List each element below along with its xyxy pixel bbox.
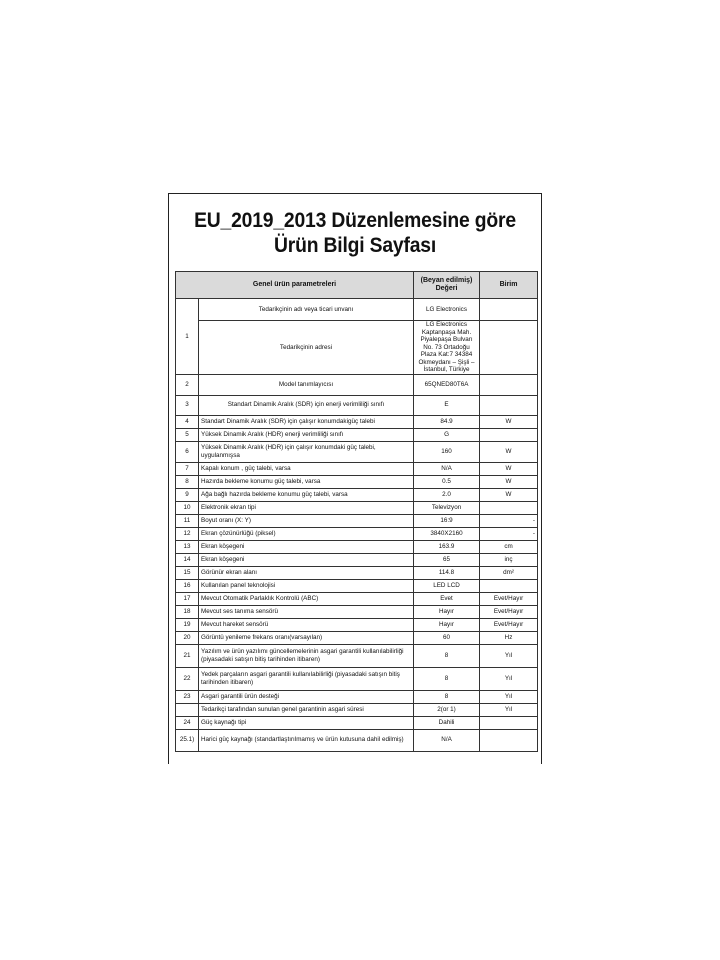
row-value: 114.8 [414,566,480,579]
table-row [176,395,538,415]
row-parameter: Ekran köşegeni [199,553,414,566]
row-value: N/A [414,729,480,751]
row-value: 2(or 1) [414,703,480,716]
table-row [176,475,538,488]
row-unit: W [480,415,538,428]
row-unit: W [480,462,538,475]
row-unit [480,395,538,415]
row-unit: Yıl [480,703,538,716]
row-number: 19 [176,618,199,631]
row-number: 21 [176,644,199,667]
table-row [176,566,538,579]
table-row [176,527,538,540]
row-value: Dahili [414,716,480,729]
row-value: Hayır [414,605,480,618]
row-number: 4 [176,415,199,428]
row-unit [480,299,538,321]
table-row [176,716,538,729]
table-row [176,618,538,631]
table-row [176,428,538,441]
row-unit: W [480,488,538,501]
row-value: LG Electronics [414,299,480,321]
product-parameters-table [175,271,538,752]
row-value: Evet [414,592,480,605]
row-unit [480,729,538,751]
row-parameter: Tedarikçinin adresi [199,321,414,375]
row-value: E [414,395,480,415]
row-number: 18 [176,605,199,618]
row-parameter: Hazırda bekleme konumu güç talebi, varsa [199,475,414,488]
row-parameter: Yüksek Dinamik Aralık (HDR) için çalışır konumdaki güç talebi, uygulanmışsa [199,441,414,462]
row-parameter: Görünür ekran alanı [199,566,414,579]
row-number: 3 [176,395,199,415]
row-number: 5 [176,428,199,441]
row-number: 1 [176,299,199,375]
row-parameter: Standart Dinamik Aralık (SDR) için çalışır konumdakigüç talebi [199,415,414,428]
table-row [176,667,538,690]
table-row [176,553,538,566]
row-number: 24 [176,716,199,729]
table-row [176,644,538,667]
row-value: Hayır [414,618,480,631]
row-unit: dm² [480,566,538,579]
row-parameter: Boyut oranı (X: Y) [199,514,414,527]
row-unit: Evet/Hayır [480,592,538,605]
row-number: 12 [176,527,199,540]
table-row [176,631,538,644]
table-row [176,605,538,618]
header-unit: Birim [480,272,538,299]
row-unit: cm [480,540,538,553]
table-row [176,462,538,475]
row-parameter: Kullanılan panel teknolojisi [199,579,414,592]
row-parameter: Mevcut Otomatik Parlaklık Kontrolü (ABC) [199,592,414,605]
table-row [176,703,538,716]
row-parameter: Yedek parçaların asgari garantili kullanılabilirliği (piyasadaki satışın bitiş tarihinden itibaren) [199,667,414,690]
row-unit: Yıl [480,667,538,690]
row-value: N/A [414,462,480,475]
row-unit: Hz [480,631,538,644]
row-value: Televizyon [414,501,480,514]
product-info-sheet [168,193,542,764]
row-parameter: Standart Dinamik Aralık (SDR) için enerji verimliliği sınıfı [199,395,414,415]
row-number [176,703,199,716]
row-value: LED LCD [414,579,480,592]
row-number: 8 [176,475,199,488]
row-number: 25.1) [176,729,199,751]
row-parameter: Güç kaynağı tipi [199,716,414,729]
row-unit [480,321,538,375]
row-number: 7 [176,462,199,475]
row-number: 23 [176,690,199,703]
row-number: 11 [176,514,199,527]
row-value: LG Electronics Kaptanpaşa Mah. Piyalepaşa Bulvarı No. 73 Ortadoğu Plaza Kat:7 34384 Okmeydanı – Şişli – İstanbul, Türkiye [414,321,480,375]
row-number: 2 [176,374,199,395]
row-number: 17 [176,592,199,605]
table-row [176,729,538,751]
table-row [176,690,538,703]
row-parameter: Görüntü yenileme frekans oranı(varsayılan) [199,631,414,644]
table-row [176,441,538,462]
row-unit: - [480,527,538,540]
table-header-row [176,272,538,299]
table-row [176,321,538,375]
row-parameter: Ekran köşegeni [199,540,414,553]
row-parameter: Harici güç kaynağı (standartlaştırılmamış ve ürün kutusuna dahil edilmiş) [199,729,414,751]
row-unit [480,579,538,592]
row-value: 65QNED80T6A [414,374,480,395]
table-row [176,299,538,321]
row-value: 160 [414,441,480,462]
row-value: 8 [414,690,480,703]
row-unit: W [480,441,538,462]
row-parameter: Yazılım ve ürün yazılımı güncellemelerinin asgari garantili kullanılabilirliği (piyasadaki satışın bitiş tarihinden itibaren) [199,644,414,667]
row-parameter: Tedarikçinin adı veya ticari unvanı [199,299,414,321]
table-row [176,415,538,428]
row-unit: W [480,475,538,488]
row-unit: Yıl [480,644,538,667]
row-parameter: Elektronik ekran tipi [199,501,414,514]
row-number: 22 [176,667,199,690]
row-parameter: Kapalı konum , güç talebi, varsa [199,462,414,475]
row-number: 13 [176,540,199,553]
row-number: 16 [176,579,199,592]
table-row [176,592,538,605]
row-value: G [414,428,480,441]
row-number: 20 [176,631,199,644]
row-number: 15 [176,566,199,579]
row-unit [480,501,538,514]
page-title: EU_2019_2013 Düzenlemesine göre Ürün Bilgi Sayfası [194,209,516,257]
row-value: 8 [414,644,480,667]
row-unit [480,374,538,395]
row-value: 8 [414,667,480,690]
row-value: 16:9 [414,514,480,527]
row-parameter: Mevcut hareket sensörü [199,618,414,631]
row-unit [480,716,538,729]
row-value: 3840X2160 [414,527,480,540]
row-parameter: Yüksek Dinamik Aralık (HDR) enerji verimliliği sınıfı [199,428,414,441]
row-number: 10 [176,501,199,514]
row-value: 84.9 [414,415,480,428]
row-number: 14 [176,553,199,566]
row-number: 9 [176,488,199,501]
table-row [176,374,538,395]
table-row [176,579,538,592]
row-number: 6 [176,441,199,462]
row-parameter: Tedarikçi tarafından sunulan genel garantinin asgari süresi [199,703,414,716]
row-parameter: Mevcut ses tanıma sensörü [199,605,414,618]
table-row [176,501,538,514]
row-parameter: Model tanımlayıcısı [199,374,414,395]
row-unit: Evet/Hayır [480,618,538,631]
table-row [176,488,538,501]
row-unit [480,428,538,441]
row-value: 60 [414,631,480,644]
header-parameters: Genel ürün parametreleri [176,272,414,299]
row-value: 163.9 [414,540,480,553]
row-parameter: Asgari garantili ürün desteği [199,690,414,703]
row-parameter: Ağa bağlı hazırda bekleme konumu güç talebi, varsa [199,488,414,501]
header-declared-value: (Beyan edilmiş) Değeri [414,272,480,299]
table-row [176,514,538,527]
row-unit: Evet/Hayır [480,605,538,618]
table-row [176,540,538,553]
row-value: 65 [414,553,480,566]
row-unit: inç [480,553,538,566]
row-unit: Yıl [480,690,538,703]
row-value: 2.0 [414,488,480,501]
row-parameter: Ekran çözünürlüğü (piksel) [199,527,414,540]
row-unit: - [480,514,538,527]
row-value: 0.5 [414,475,480,488]
